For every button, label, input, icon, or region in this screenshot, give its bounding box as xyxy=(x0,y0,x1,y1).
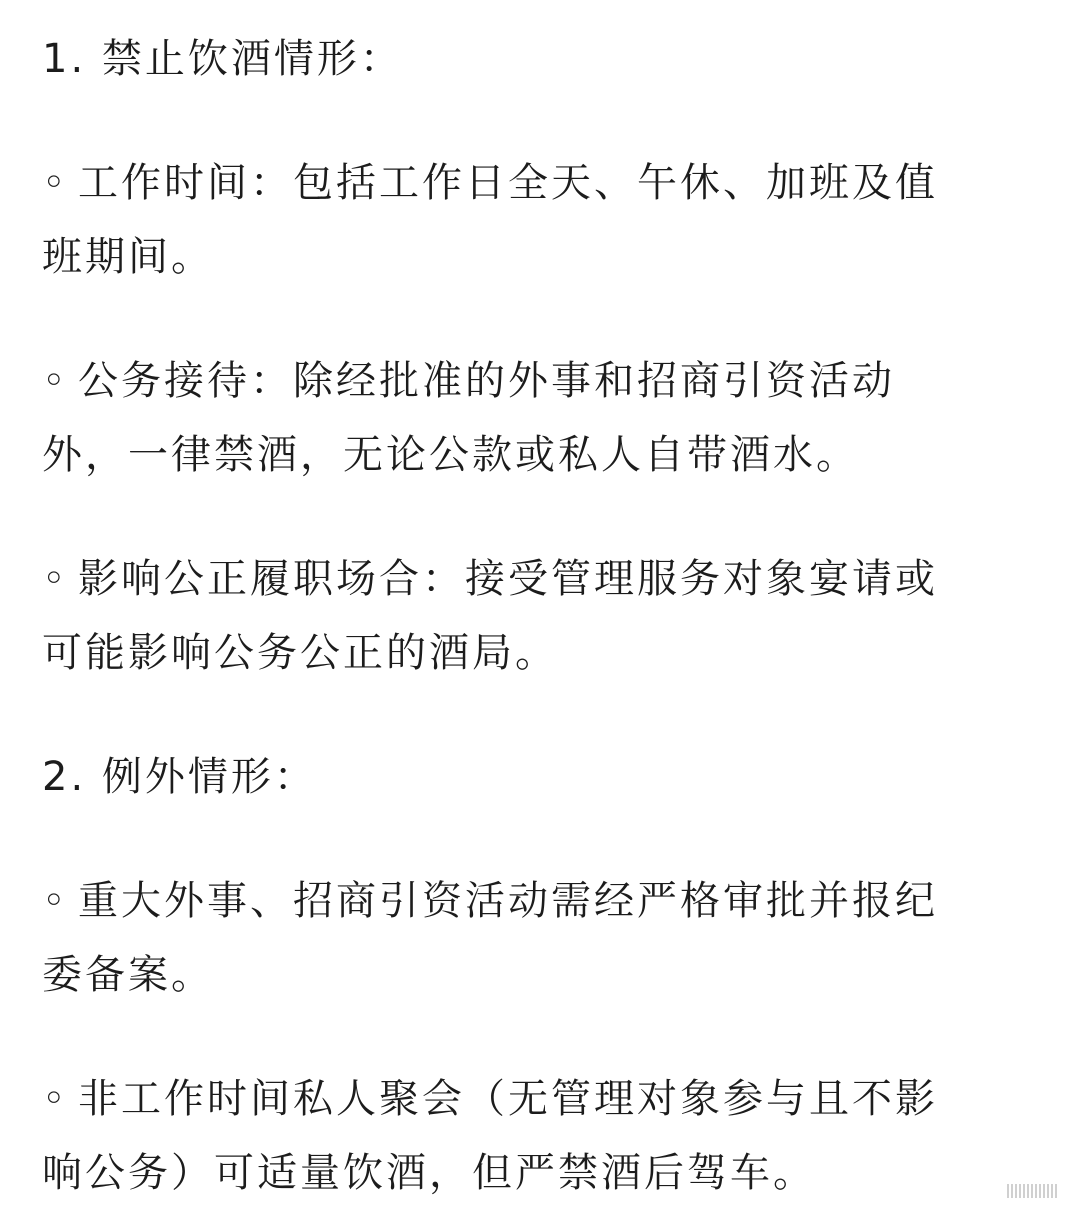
list-item-continuation: 班期间。 xyxy=(42,234,214,280)
list-item xyxy=(42,146,1042,220)
list-item-continuation: 外，一律禁酒，无论公款或私人自带酒水。 xyxy=(42,432,859,478)
list-item xyxy=(42,1062,1042,1136)
list-item-continuation: 可能影响公务公正的酒局。 xyxy=(42,630,558,676)
list-item-continuation: 响公务）可适量饮酒，但严禁酒后驾车。 xyxy=(42,1150,816,1196)
watermark-icon xyxy=(1006,1182,1060,1200)
list-item-continuation: 委备案。 xyxy=(42,952,214,998)
list-item xyxy=(42,344,1042,418)
list-item-text: 重大外事、招商引资活动需经严格审批并报纪 xyxy=(78,878,938,924)
list-item-text: 影响公正履职场合：接受管理服务对象宴请或 xyxy=(78,556,938,602)
section-heading: 2. 例外情形： xyxy=(42,754,317,800)
bullet-icon: ◦ xyxy=(42,878,69,924)
bullet-icon: ◦ xyxy=(42,556,69,602)
list-item xyxy=(42,864,1042,938)
list-item-text: 非工作时间私人聚会（无管理对象参与且不影 xyxy=(78,1076,938,1122)
list-item xyxy=(42,542,1042,616)
list-item-text: 公务接待：除经批准的外事和招商引资活动 xyxy=(78,358,895,404)
bullet-icon: ◦ xyxy=(42,160,69,206)
bullet-icon: ◦ xyxy=(42,358,69,404)
list-item-text: 工作时间：包括工作日全天、午休、加班及值 xyxy=(78,160,938,206)
document-body xyxy=(42,22,1042,1210)
section-heading: 1. 禁止饮酒情形： xyxy=(42,36,403,82)
bullet-icon: ◦ xyxy=(42,1076,69,1122)
